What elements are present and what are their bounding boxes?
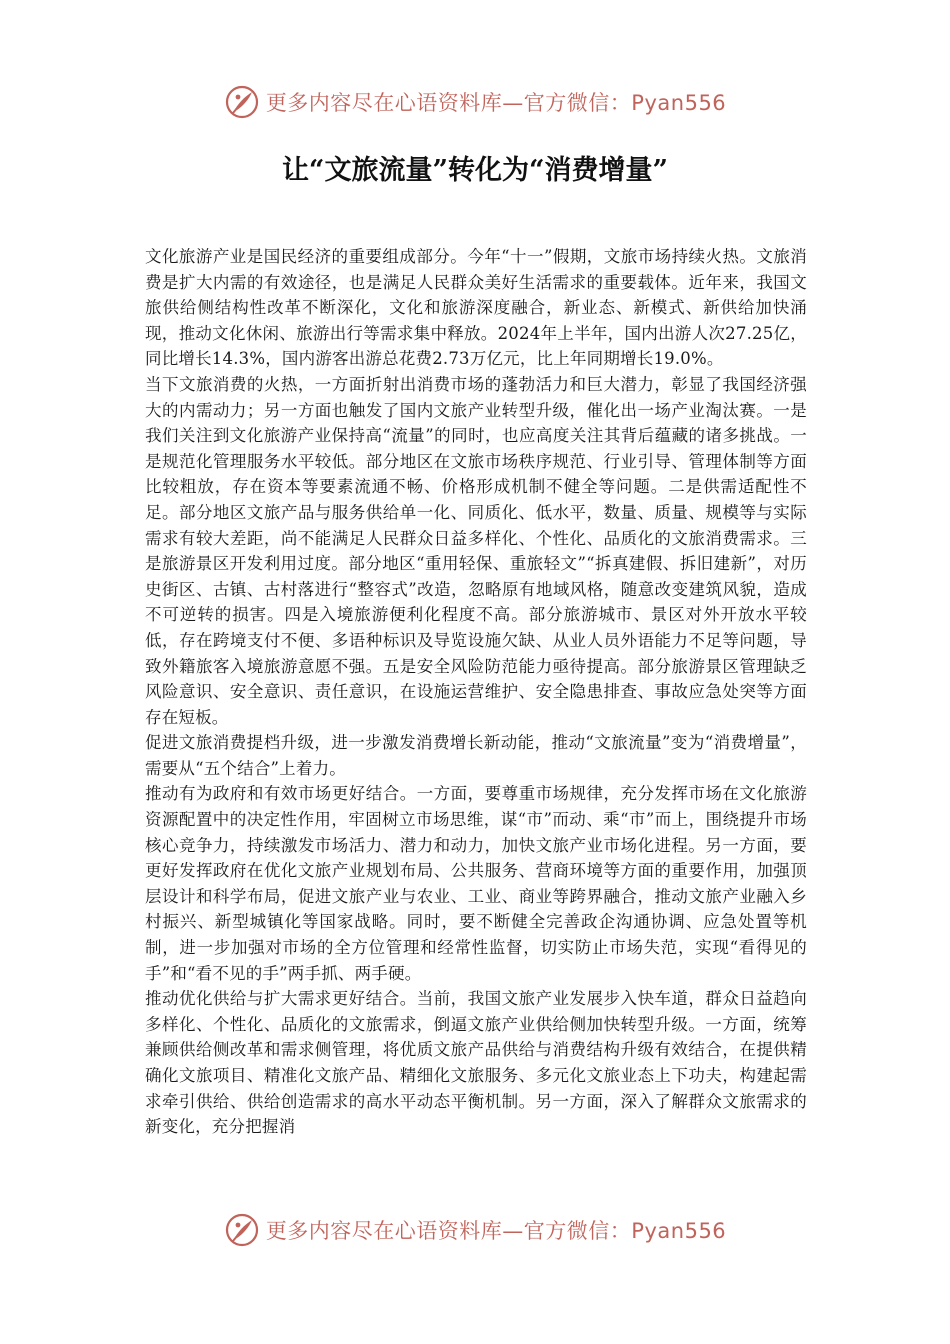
- paragraph: 促进文旅消费提档升级，进一步激发消费增长新动能，推动“文旅流量”变为“消费增量”，需要从“五个结合”上着力。: [145, 733, 807, 778]
- paragraph: 当下文旅消费的火热，一方面折射出消费市场的蓬勃活力和巨大潜力，彰显了我国经济强大的内需动力；另一方面也触发了国内文旅产业转型升级，催化出一场产业淘汰赛。一是我们关注到文化旅游产业保持高“流量”的同时，也应高度关注其背后蕴藏的诸多挑战。一是规范化管理服务水平较低。部分地区在文旅市场秩序规范、行业引导、管理体制等方面比较粗放，存在资本等要素流通不畅、价格形成机制不健全等问题。二是供需适配性不足。部分地区文旅产品与服务供给单一化、同质化、低水平，数量、质量、规模等与实际需求有较大差距，尚不能满足人民群众日益多样化、个性化、品质化的文旅消费需求。三是旅游景区开发利用过度。部分地区“重用轻保、重旅轻文”“拆真建假、拆旧建新”，对历史街区、古镇、古村落进行“整容式”改造，忽略原有地域风格，随意改变建筑风貌，造成不可逆转的损害。四是入境旅游便利化程度不高。部分旅游城市、景区对外开放水平较低，存在跨境支付不便、多语种标识及导览设施欠缺、从业人员外语能力不足等问题，导致外籍旅客入境旅游意愿不强。五是安全风险防范能力亟待提高。部分旅游景区管理缺乏风险意识、安全意识、责任意识，在设施运营维护、安全隐患排查、事故应急处突等方面存在短板。: [145, 374, 807, 727]
- banner-text: 更多内容尽在心语资料库—官方微信：Pyan556: [265, 91, 727, 115]
- paragraph: 文化旅游产业是国民经济的重要组成部分。今年“十一”假期，文旅市场持续火热。文旅消费是扩大内需的有效途径，也是满足人民群众美好生活需求的重要载体。近年来，我国文旅供给侧结构性改革不断深化，文化和旅游深度融合，新业态、新模式、新供给加快涌现，推动文化休闲、旅游出行等需求集中释放。2024年上半年，国内出游人次27.25亿，同比增长14.3%，国内游客出游总花费2.73万亿元，比上年同期增长19.0%。: [145, 247, 807, 369]
- paragraph: 推动有为政府和有效市场更好结合。一方面，要尊重市场规律，充分发挥市场在文化旅游资源配置中的决定性作用，牢固树立市场思维，谋“市”而动、乘“市”而上，围绕提升市场核心竞争力，持续激发市场活力、潜力和动力，加快文旅产业市场化进程。另一方面，要更好发挥政府在优化文旅产业规划布局、公共服务、营商环境等方面的重要作用，加强顶层设计和科学布局，促进文旅产业与农业、工业、商业等跨界融合，推动文旅产业融入乡村振兴、新型城镇化等国家战略。同时，要不断健全完善政企沟通协调、应急处置等机制，进一步加强对市场的全方位管理和经常性监督，切实防止市场失范，实现“看得见的手”和“看不见的手”两手抓、两手硬。: [145, 784, 807, 983]
- paragraph: 推动优化供给与扩大需求更好结合。当前，我国文旅产业发展步入快车道，群众日益趋向多样化、个性化、品质化的文旅需求，倒逼文旅产业供给侧加快转型升级。一方面，统筹兼顾供给侧改革和需求侧管理，将优质文旅产品供给与消费结构升级有效结合，在提供精确化文旅项目、精准化文旅产品、精细化文旅服务、多元化文旅业态上下功夫，构建起需求牵引供给、供给创造需求的高水平动态平衡机制。另一方面，深入了解群众文旅需求的新变化，充分把握消: [145, 989, 807, 1137]
- article-body: [145, 244, 807, 1140]
- document-title: 让“文旅流量”转化为“消费增量”: [281, 155, 669, 186]
- quill-pen-logo-icon: [224, 84, 260, 120]
- quill-pen-logo-icon: [224, 1212, 260, 1248]
- banner-text: 更多内容尽在心语资料库—官方微信：Pyan556: [265, 1219, 727, 1243]
- header-banner: [0, 80, 950, 124]
- footer-banner: [0, 1208, 950, 1252]
